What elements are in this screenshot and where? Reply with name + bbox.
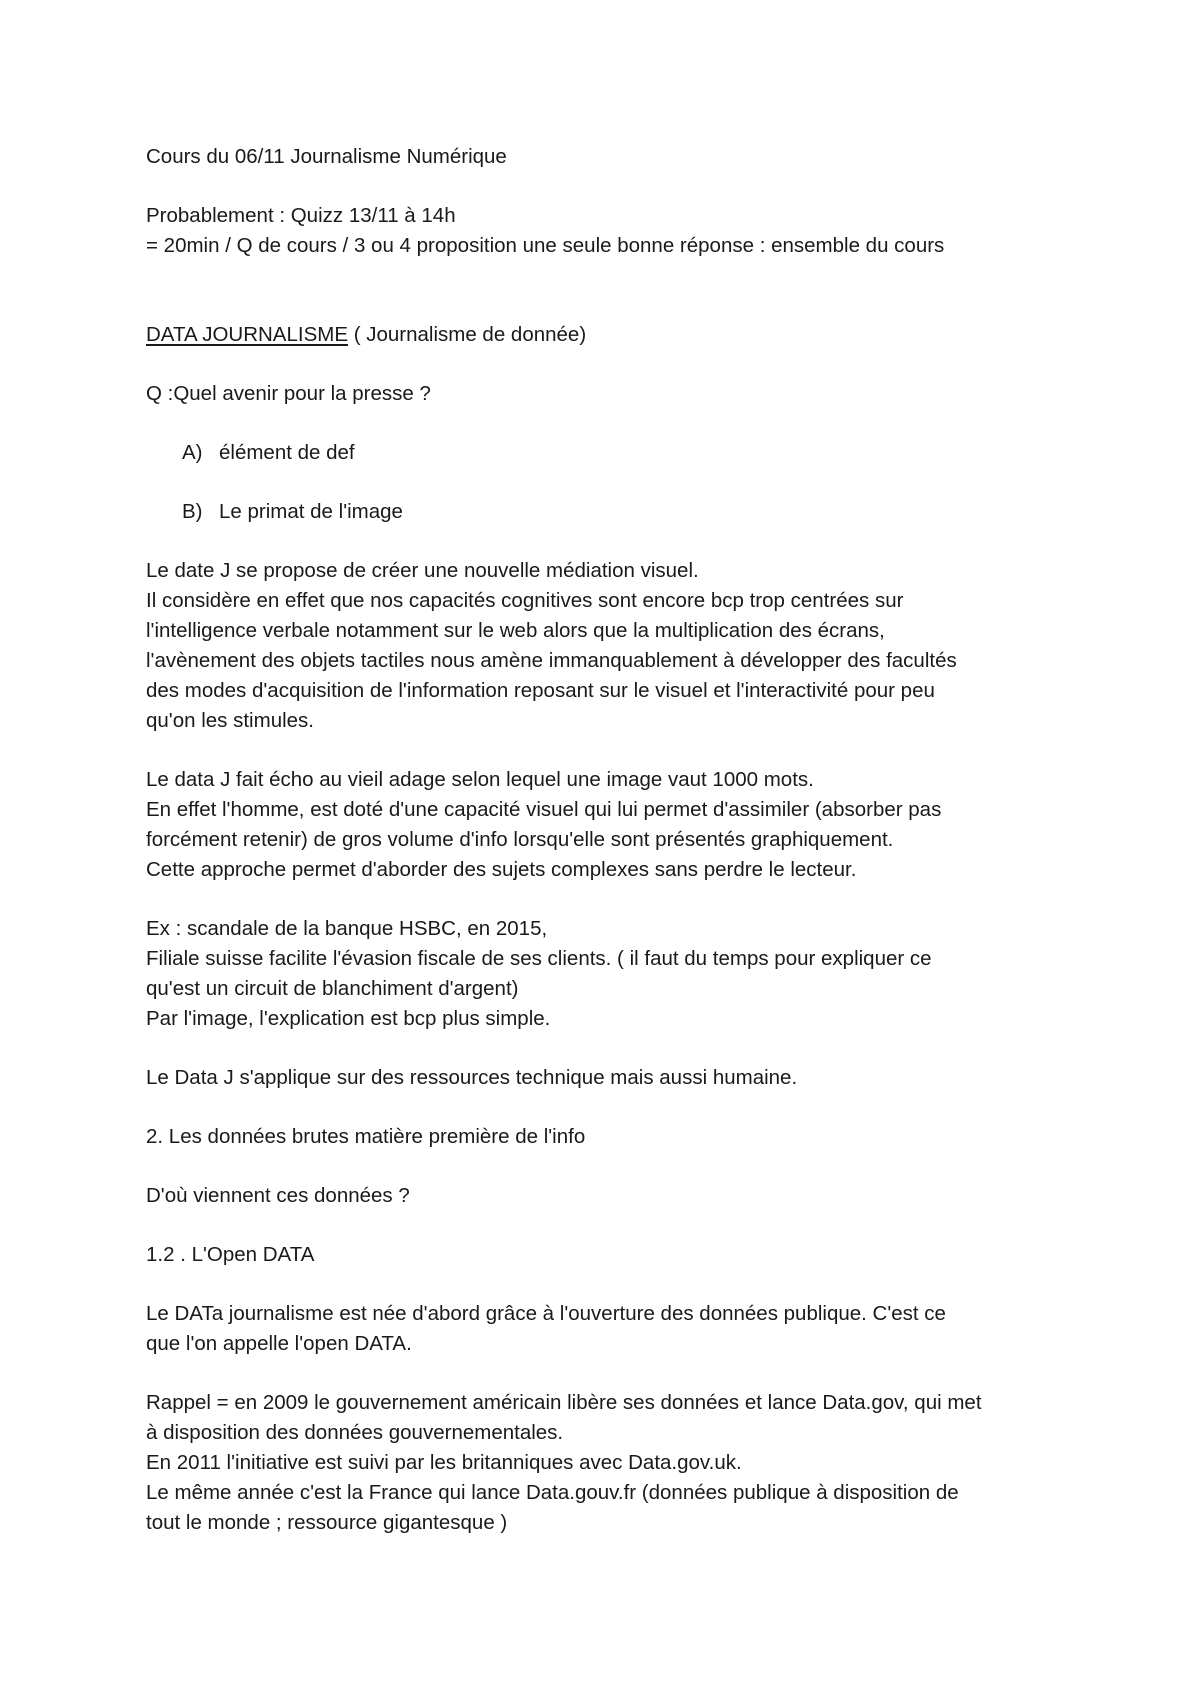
- paragraph-line: Cette approche permet d'aborder des sujets complexes sans perdre le lecteur.: [146, 858, 857, 881]
- paragraph-line: Le même année c'est la France qui lance Data.gouv.fr (données publique à disposition de: [146, 1481, 959, 1504]
- question-2-line: D'où viennent ces données ?: [146, 1184, 410, 1207]
- section-2-heading: 2. Les données brutes matière première de l'info: [146, 1125, 586, 1148]
- section-heading: [146, 320, 1066, 350]
- list-item-text: élément de def: [219, 441, 355, 464]
- paragraph-line: Rappel = en 2009 le gouvernement américain libère ses données et lance Data.gov, qui met: [146, 1391, 982, 1414]
- paragraph-line: tout le monde ; ressource gigantesque ): [146, 1511, 508, 1534]
- paragraph-line: que l'on appelle l'open DATA.: [146, 1332, 412, 1355]
- paragraph-line: l'intelligence verbale notamment sur le web alors que la multiplication des écrans,: [146, 619, 885, 642]
- heading-underlined: DATA JOURNALISME: [146, 323, 348, 346]
- paragraph-line: Le date J se propose de créer une nouvelle médiation visuel.: [146, 559, 699, 582]
- paragraph-line: qu'est un circuit de blanchiment d'argent): [146, 977, 519, 1000]
- quiz-line-1: Probablement : Quizz 13/11 à 14h: [146, 204, 456, 227]
- paragraph-line: En 2011 l'initiative est suivi par les britanniques avec Data.gov.uk.: [146, 1451, 742, 1474]
- heading-rest: ( Journalisme de donnée): [348, 323, 587, 346]
- list-marker: A): [182, 441, 203, 464]
- paragraph-line: des modes d'acquisition de l'information reposant sur le visuel et l'interactivité pour peu: [146, 679, 935, 702]
- paragraph-line: Il considère en effet que nos capacités cognitives sont encore bcp trop centrées sur: [146, 589, 904, 612]
- paragraph-line: Le DATa journalisme est née d'abord grâce à l'ouverture des données publique. C'est ce: [146, 1302, 946, 1325]
- paragraph-line: Par l'image, l'explication est bcp plus simple.: [146, 1007, 551, 1030]
- paragraph-line: Le Data J s'applique sur des ressources technique mais aussi humaine.: [146, 1066, 798, 1089]
- paragraph-line: En effet l'homme, est doté d'une capacité visuel qui lui permet d'assimiler (absorber pas: [146, 798, 942, 821]
- paragraph-line: Ex : scandale de la banque HSBC, en 2015,: [146, 917, 548, 940]
- paragraph-line: forcément retenir) de gros volume d'info lorsqu'elle sont présentés graphiquement.: [146, 828, 894, 851]
- list-item-b: [146, 497, 1066, 527]
- paragraph-line: l'avènement des objets tactiles nous amène immanquablement à développer des facultés: [146, 649, 957, 672]
- course-title: Cours du 06/11 Journalisme Numérique: [146, 145, 507, 168]
- paragraph-line: Filiale suisse facilite l'évasion fiscale de ses clients. ( il faut du temps pour expliquer ce: [146, 947, 932, 970]
- document-body: [146, 142, 1066, 1538]
- paragraph-line: Le data J fait écho au vieil adage selon lequel une image vaut 1000 mots.: [146, 768, 814, 791]
- list-item-text: Le primat de l'image: [219, 500, 403, 523]
- question-line: Q :Quel avenir pour la presse ?: [146, 382, 431, 405]
- section-1-2-heading: 1.2 . L'Open DATA: [146, 1243, 315, 1266]
- paragraph-line: qu'on les stimules.: [146, 709, 314, 732]
- list-marker: B): [182, 500, 203, 523]
- quiz-line-2: = 20min / Q de cours / 3 ou 4 proposition une seule bonne réponse : ensemble du cours: [146, 234, 945, 257]
- list-item-a: [146, 438, 1066, 468]
- paragraph-line: à disposition des données gouvernementales.: [146, 1421, 564, 1444]
